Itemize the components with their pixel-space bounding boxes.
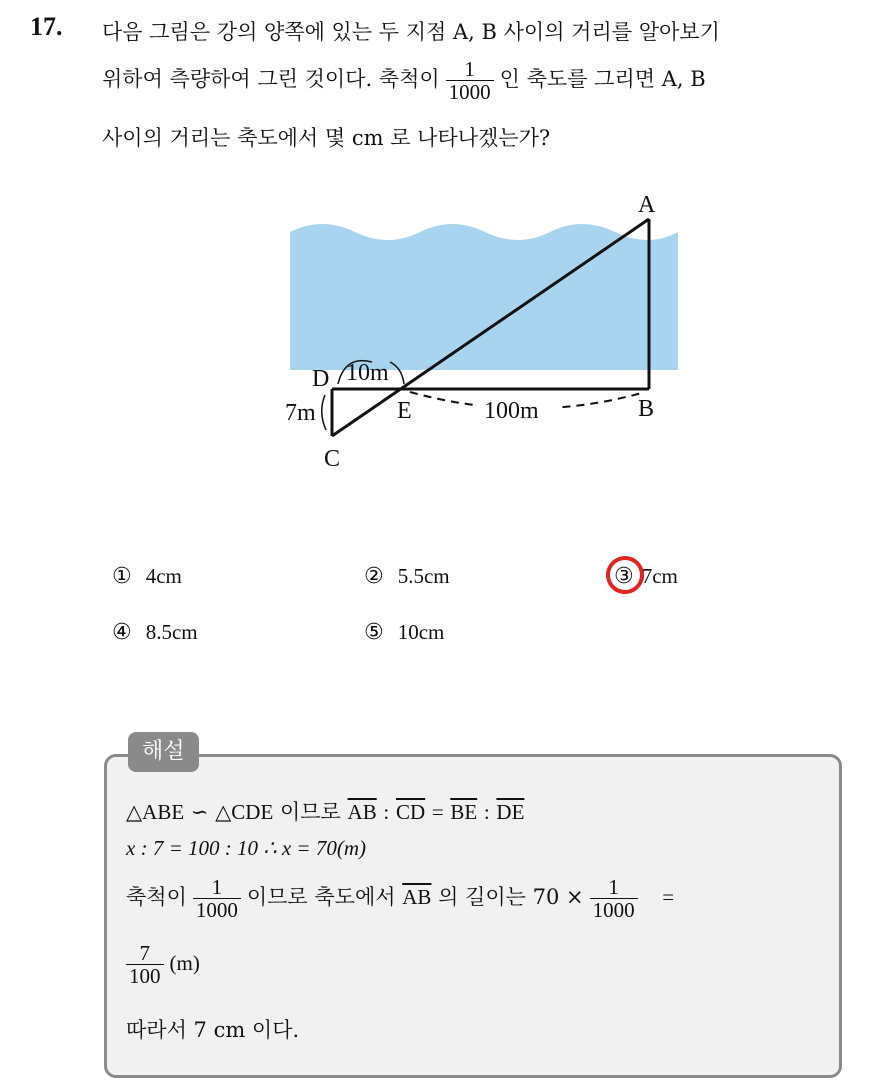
choice-4[interactable]	[112, 620, 198, 645]
choice-4-number: ④	[112, 620, 132, 645]
solution-fraction-1-num: 1	[211, 875, 223, 899]
solution-fraction-3	[126, 942, 164, 987]
solution-line-3-mid2: 의 길이는 70 ×	[438, 885, 584, 910]
solution-fraction-1-den: 1000	[193, 898, 241, 921]
solution-line-3-mid: 이므로 축도에서	[246, 885, 396, 910]
triangle-abe: △ABE	[126, 800, 185, 824]
choice-1-text: 4cm	[145, 564, 182, 588]
solution-fraction-2	[590, 876, 638, 921]
choice-2-text: 5.5cm	[397, 564, 450, 588]
equals-sign: =	[431, 800, 444, 824]
solution-line-1-mid: 이므로	[279, 800, 341, 824]
river-water	[290, 224, 678, 370]
segment-de: $\overline{DE}$	[496, 800, 525, 824]
segment-ab-2: $\overline{AB}$	[402, 885, 432, 910]
solution-line-3-equals: =	[662, 885, 675, 910]
solution-fraction-1	[193, 876, 241, 921]
arc-CD	[322, 395, 326, 430]
label-E: E	[397, 398, 412, 424]
choice-3-text: 7cm	[641, 564, 678, 588]
ratio-colon-2: :	[483, 800, 490, 824]
length-DE: 10m	[346, 360, 389, 386]
choice-4-text: 8.5cm	[145, 620, 198, 644]
scale-numerator: 1	[464, 57, 475, 81]
solution-unit: (m)	[169, 951, 200, 976]
question-line-3: 사이의 거리는 축도에서 몇 cm 로 나타나겠는가?	[102, 126, 551, 150]
label-A: A	[638, 192, 656, 218]
label-D: D	[312, 366, 330, 392]
choice-5-number: ⑤	[364, 620, 384, 645]
solution-tag: 해설	[128, 732, 199, 772]
triangle-cde: △CDE	[215, 800, 274, 824]
choice-3-number: ③	[614, 564, 634, 589]
choice-2[interactable]	[364, 564, 450, 589]
label-B: B	[638, 396, 655, 422]
segment-be: $\overline{BE}$	[450, 800, 478, 824]
solution-fraction-3-num: 7	[139, 941, 150, 965]
length-EB: 100m	[484, 398, 539, 424]
choice-1[interactable]	[112, 564, 182, 589]
river-diagram	[0, 0, 884, 520]
solution-fraction-3-den: 100	[126, 964, 164, 987]
similar-symbol: ∽	[190, 800, 209, 824]
solution-fraction-2-den: 1000	[590, 898, 638, 921]
solution-line-3	[126, 876, 674, 921]
solution-line-3-start: 축척이	[126, 885, 187, 910]
question-line-2-end: 인 축도를 그리면 A, B	[499, 67, 706, 92]
label-C: C	[324, 446, 341, 472]
solution-line-5: 따라서 7 cm 이다.	[126, 1018, 300, 1042]
choice-5[interactable]	[364, 620, 444, 645]
choice-2-number: ②	[364, 564, 384, 589]
choice-5-text: 10cm	[397, 620, 445, 644]
solution-line-2: x : 7 = 100 : 10 ∴ x = 70(m)	[126, 836, 366, 860]
solution-line-1	[126, 796, 524, 826]
scale-denominator: 1000	[446, 80, 494, 103]
length-CD: 7m	[285, 400, 316, 426]
question-line-1: 다음 그림은 강의 양쪽에 있는 두 지점 A, B 사이의 거리를 알아보기	[102, 20, 720, 44]
segment-ab: $\overline{AB}$	[347, 800, 377, 824]
choice-1-number: ①	[112, 564, 132, 589]
solution-fraction-2-num: 1	[608, 875, 619, 899]
answer-circle-mark	[601, 551, 650, 600]
segment-cd: $\overline{CD}$	[395, 800, 426, 824]
solution-line-4	[126, 942, 200, 987]
ratio-colon-1: :	[383, 800, 390, 824]
question-line-2-start: 위하여 측량하여 그린 것이다. 축척이	[102, 67, 440, 92]
question-number: 17.	[30, 12, 63, 41]
